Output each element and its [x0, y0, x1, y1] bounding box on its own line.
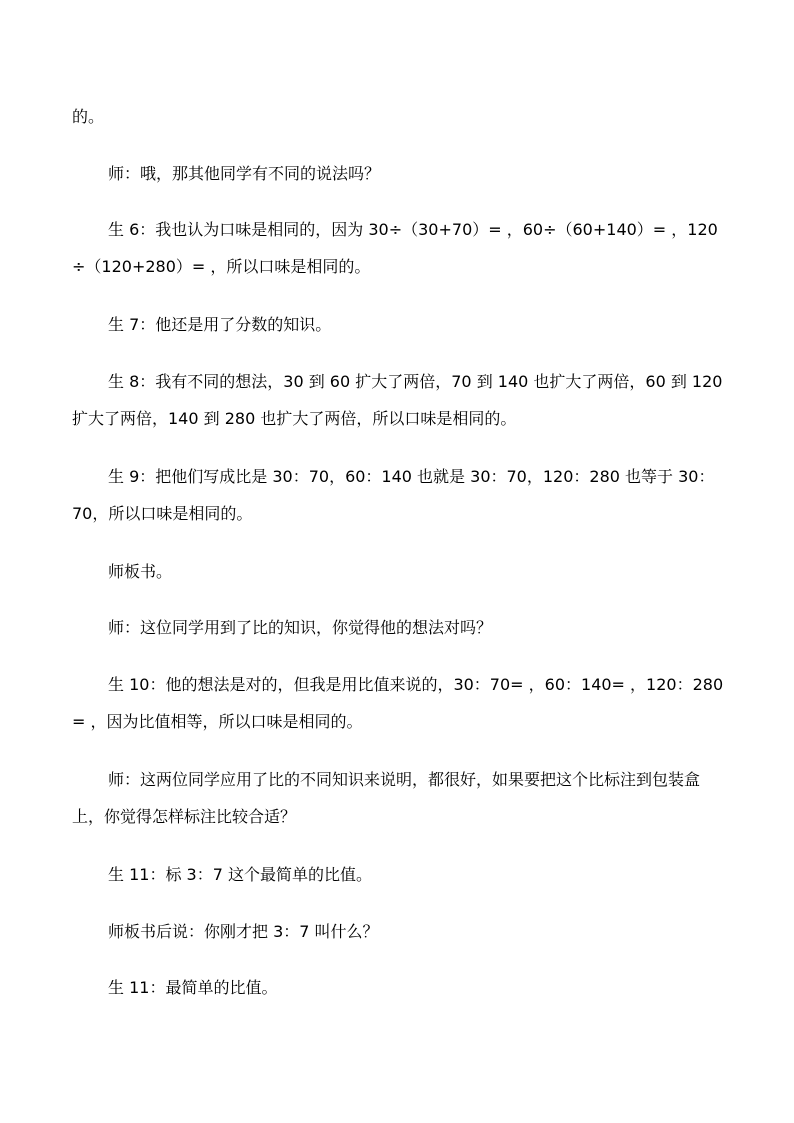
paragraph-5: 生 8：我有不同的想法，30 到 60 扩大了两倍，70 到 140 也扩大了两倍，60 到 120 扩大了两倍，140 到 280 也扩大了两倍，所以口味是相同的。	[72, 372, 723, 428]
paragraph-6: 生 9：把他们写成比是 30：70，60：140 也就是 30：70，120：280 也等于 30：70，所以口味是相同的。	[72, 467, 715, 523]
paragraph-7: 师板书。	[108, 562, 173, 581]
paragraph-13: 生 11：最简单的比值。	[108, 978, 278, 997]
paragraph-10: 师：这两位同学应用了比的不同知识来说明，都很好，如果要把这个比标注到包装盒上，你觉得怎样标注比较合适？	[72, 770, 701, 826]
paragraph-3: 生 6：我也认为口味是相同的，因为 30÷（30+70）= ，60÷（60+140）= ，120÷（120+280）= ，所以口味是相同的。	[72, 220, 718, 276]
paragraph-11: 生 11：标 3：7 这个最简单的比值。	[108, 865, 372, 884]
paragraph-9: 生 10：他的想法是对的，但我是用比值来说的，30：70= ，60：140= ，120：280= ，因为比值相等，所以口味是相同的。	[72, 675, 724, 731]
paragraph-1: 的。	[72, 107, 105, 126]
paragraph-4: 生 7：他还是用了分数的知识。	[108, 315, 332, 334]
paragraph-2: 师：哦，那其他同学有不同的说法吗？	[108, 164, 381, 183]
paragraph-12: 师板书后说：你刚才把 3：7 叫什么？	[108, 922, 379, 941]
paragraph-8: 师：这位同学用到了比的知识，你觉得他的想法对吗？	[108, 618, 493, 637]
